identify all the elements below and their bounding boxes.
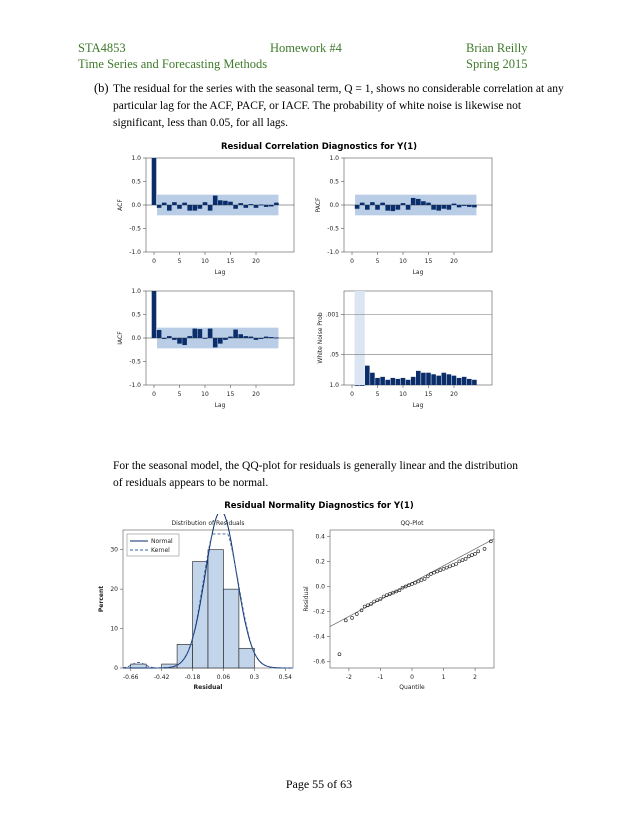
bar	[233, 330, 238, 338]
x-tick-label: 15	[424, 391, 433, 398]
y-axis-label: White Noise Prob	[317, 312, 324, 364]
y-tick-label: 0	[114, 665, 118, 672]
y-tick-label: 1.0	[131, 288, 141, 295]
bar	[244, 336, 249, 338]
bar	[182, 338, 187, 345]
x-tick-label: 0	[152, 391, 156, 398]
white-noise-chart	[310, 285, 510, 420]
y-tick-label: -0.5	[129, 358, 141, 366]
qq-chart	[300, 514, 510, 704]
bar	[457, 205, 462, 207]
bar	[401, 378, 406, 385]
bar	[411, 377, 416, 385]
plot-frame	[330, 530, 494, 668]
y-tick-label: -1.0	[327, 249, 339, 256]
y-tick-label: 1.0	[131, 155, 141, 162]
legend	[127, 534, 179, 556]
acf-chart	[112, 152, 312, 287]
item-text-line2: particular lag for the ACF, PACF, or IACF. The probability of white noise is likewise not	[113, 100, 522, 112]
y-axis-label: Percent	[98, 585, 105, 613]
y-tick-label: 0.0	[329, 202, 339, 209]
bar	[411, 198, 416, 205]
bar	[193, 329, 198, 338]
y-tick-label: 0.2	[315, 558, 325, 566]
bar	[421, 373, 426, 385]
page-number: Page 55 of 63	[285, 777, 353, 791]
bar	[162, 338, 167, 339]
bar	[152, 158, 157, 205]
bar	[467, 379, 472, 385]
bar	[385, 205, 390, 211]
item-text-line1: The residual for the series with the seasonal term, Q = 1, shows no considerable correlation at any	[113, 83, 564, 95]
bar	[416, 371, 421, 385]
x-tick-label: 5	[177, 391, 182, 398]
iacf-chart	[112, 285, 312, 420]
x-axis-label: Quantile	[399, 684, 425, 691]
bar	[187, 336, 192, 338]
y-axis-label: IACF	[117, 331, 124, 345]
bar	[401, 203, 406, 205]
bar	[244, 205, 249, 208]
bar	[152, 291, 157, 338]
bar	[198, 329, 203, 338]
bar	[452, 204, 457, 205]
y-tick-label: 10	[110, 625, 118, 633]
x-tick-label: -2	[345, 674, 352, 681]
bar	[269, 337, 274, 338]
bar	[223, 201, 228, 205]
bar	[233, 205, 238, 209]
y-tick-label: .001	[325, 311, 339, 319]
bar	[360, 203, 365, 205]
bar	[203, 338, 208, 339]
bar	[167, 205, 172, 211]
y-tick-label: 0.0	[131, 202, 141, 209]
histogram-subtitle: Distribution of Residuals	[171, 520, 245, 527]
bar	[406, 205, 411, 210]
bar	[365, 366, 370, 385]
bar	[365, 205, 370, 210]
y-tick-label: -0.5	[327, 225, 339, 233]
bar	[472, 380, 477, 385]
y-tick-label: 0.0	[315, 583, 325, 591]
item-label: (b)	[94, 81, 109, 95]
bar	[442, 373, 447, 385]
bar	[431, 205, 436, 210]
x-tick-label: 10	[201, 258, 209, 265]
x-tick-label: 20	[252, 258, 260, 265]
bar	[157, 330, 162, 338]
x-tick-label: 10	[399, 391, 407, 398]
x-tick-label: 20	[450, 258, 458, 265]
bar	[447, 205, 452, 210]
y-tick-label: 0.0	[131, 335, 141, 342]
y-tick-label: 20	[110, 586, 118, 594]
bar	[208, 329, 213, 338]
bar	[380, 377, 385, 385]
bar	[172, 338, 177, 340]
bar	[264, 205, 269, 207]
bar	[355, 385, 360, 386]
bar	[442, 205, 447, 209]
bar	[447, 374, 452, 385]
x-tick-label: -0.18	[184, 674, 201, 681]
x-tick-label: 1	[441, 674, 446, 681]
x-tick-label: 2	[473, 674, 477, 681]
y-tick-label: -1.0	[129, 382, 141, 389]
x-tick-label: 10	[201, 391, 209, 398]
correlation-figure-title: Residual Correlation Diagnostics for Y(1)	[220, 142, 418, 152]
x-tick-label: 5	[177, 258, 182, 265]
y-axis-label: ACF	[117, 199, 124, 211]
header-homework: Homework #4	[270, 41, 342, 55]
bar	[396, 379, 401, 385]
bar	[391, 378, 396, 385]
x-tick-label: 0	[350, 391, 354, 398]
x-tick-label: 15	[226, 391, 235, 398]
histogram-chart	[93, 514, 303, 704]
y-tick-label: 0.5	[131, 311, 141, 319]
y-axis-label: PACF	[315, 197, 322, 213]
bar	[274, 338, 279, 339]
bar	[436, 376, 441, 385]
bar	[391, 205, 396, 211]
y-tick-label: -0.2	[313, 608, 325, 616]
bar	[360, 385, 365, 386]
bar	[218, 338, 223, 344]
bar	[416, 199, 421, 205]
bar	[223, 338, 228, 340]
bar	[187, 205, 192, 211]
bar	[426, 203, 431, 205]
bar	[406, 380, 411, 385]
bar	[177, 205, 182, 209]
y-tick-label: 0.5	[329, 178, 339, 186]
x-tick-label: -0.42	[153, 674, 170, 681]
x-tick-label: 20	[450, 391, 458, 398]
histogram-bar	[208, 550, 223, 668]
legend-kernel-label: Kernel	[151, 547, 170, 554]
x-tick-label: 10	[399, 258, 407, 265]
bar	[269, 205, 274, 206]
bar	[396, 205, 401, 210]
y-tick-label: 30	[110, 546, 118, 554]
histogram-bar	[223, 589, 238, 668]
bar	[177, 338, 182, 344]
pacf-chart	[310, 152, 510, 287]
y-tick-label: 1.0	[329, 155, 339, 162]
x-tick-label: 0.3	[249, 674, 260, 681]
x-axis-label: Lag	[412, 402, 424, 409]
bar	[421, 201, 426, 205]
bar	[467, 205, 472, 207]
shaded-region	[355, 291, 365, 385]
bar	[213, 338, 218, 347]
bar	[193, 205, 198, 211]
bar	[167, 336, 172, 338]
x-tick-label: 5	[375, 258, 380, 265]
x-tick-label: 20	[252, 391, 260, 398]
bar	[162, 203, 167, 205]
bar	[198, 205, 203, 209]
bar	[249, 337, 254, 338]
x-tick-label: 15	[226, 258, 235, 265]
x-tick-label: -1	[377, 674, 384, 681]
y-tick-label: 0.4	[315, 533, 325, 541]
item-text-line3: significant, less than 0.05, for all lags.	[113, 117, 289, 129]
legend-normal-label: Normal	[151, 538, 173, 545]
bar	[462, 377, 467, 385]
bar	[385, 380, 390, 385]
bar	[457, 378, 462, 385]
histogram-bar	[131, 664, 146, 668]
x-tick-label: 0.54	[278, 674, 292, 681]
bar	[264, 337, 269, 338]
x-axis-label: Lag	[214, 402, 226, 409]
normality-figure-title: Residual Normality Diagnostics for Y(1)	[224, 501, 414, 511]
para2-line2: of residuals appears to be normal.	[113, 477, 269, 489]
bar	[203, 202, 208, 205]
para2-line1: For the seasonal model, the QQ-plot for residuals is generally linear and the distribution	[113, 460, 518, 472]
bar	[259, 338, 264, 339]
y-tick-label: 0.5	[131, 178, 141, 186]
bar	[274, 203, 279, 205]
bar	[436, 205, 441, 211]
qq-subtitle: QQ-Plot	[400, 520, 424, 527]
bar	[259, 205, 264, 206]
bar	[249, 204, 254, 205]
y-tick-label: -1.0	[129, 249, 141, 256]
bar	[238, 334, 243, 338]
y-tick-label: -0.4	[313, 633, 325, 641]
y-axis-label: Residual	[303, 586, 310, 612]
histogram-bar	[193, 562, 208, 668]
x-tick-label: 5	[375, 391, 380, 398]
bar	[213, 196, 218, 205]
bar	[355, 205, 360, 209]
header-author: Brian Reilly	[466, 41, 528, 55]
histogram-bar	[177, 644, 192, 668]
bar	[472, 205, 477, 207]
x-axis-label: Lag	[412, 269, 424, 276]
bar	[370, 373, 375, 385]
bar	[208, 205, 213, 211]
bar	[431, 374, 436, 385]
x-tick-label: 0.06	[216, 674, 231, 681]
bar	[254, 338, 259, 340]
y-tick-label: 1.0	[329, 382, 339, 389]
bar	[375, 378, 380, 385]
y-tick-label: .05	[329, 351, 339, 359]
bar	[380, 203, 385, 205]
header-term: Spring 2015	[466, 57, 528, 71]
bar	[238, 203, 243, 205]
histogram-bar	[239, 648, 254, 668]
bar	[228, 202, 233, 205]
bar	[462, 205, 467, 206]
bar	[375, 205, 380, 210]
bar	[228, 337, 233, 338]
bar	[157, 205, 162, 208]
y-tick-label: -0.6	[313, 658, 325, 666]
x-axis-label: Residual	[193, 684, 223, 691]
bar	[370, 202, 375, 205]
bar	[218, 200, 223, 205]
header-course-title: Time Series and Forecasting Methods	[78, 57, 268, 71]
bar	[172, 202, 177, 205]
x-tick-label: 15	[424, 258, 433, 265]
x-tick-label: -0.66	[122, 674, 139, 681]
bar	[182, 203, 187, 205]
y-tick-label: -0.5	[129, 225, 141, 233]
bar	[452, 376, 457, 385]
x-tick-label: 0	[410, 674, 414, 681]
x-axis-label: Lag	[214, 269, 226, 276]
x-tick-label: 0	[350, 258, 354, 265]
bar	[426, 373, 431, 385]
header-course: STA4853	[78, 41, 126, 55]
bar	[254, 205, 259, 208]
x-tick-label: 0	[152, 258, 156, 265]
